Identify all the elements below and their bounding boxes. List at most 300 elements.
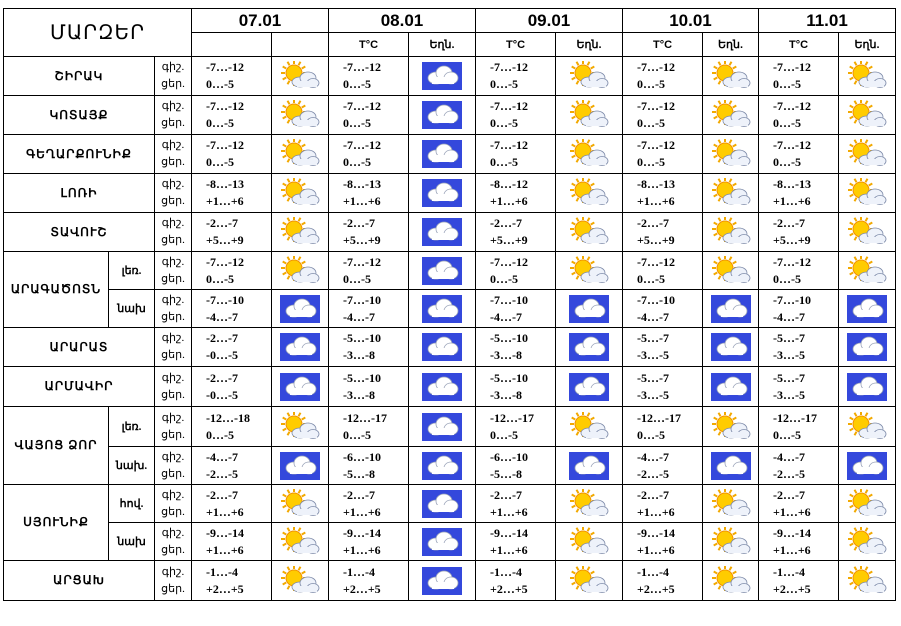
cloud-icon [280,333,320,361]
day-temp: -4…-7 [206,309,238,324]
partly-sunny-icon [569,256,609,286]
cloud-icon [422,373,462,401]
partly-sunny-icon [711,527,751,557]
subregion-name: հով. [109,485,155,523]
table-row [4,57,896,96]
temperature-cell [329,523,409,561]
day-temp: -3…-8 [343,387,375,402]
temperature-cell [476,213,556,252]
night-temp: -7…-12 [773,99,811,113]
cloud-icon [847,452,887,480]
day-temp: 0…-5 [206,155,234,169]
night-temp: -7…-12 [490,138,528,152]
temperature-cell [623,290,703,328]
temperature-cell [623,252,703,290]
weather-cell [556,367,623,407]
partly-sunny-icon [280,178,320,208]
temperature-cell [759,485,839,523]
day-temp: 0…-5 [206,427,234,442]
night-temp: -1…-4 [343,564,375,579]
weather-subheader: Եղն. [839,33,896,57]
day-temp: -4…-7 [343,309,375,324]
weather-cell [839,447,896,485]
partly-sunny-icon [847,100,887,130]
day-temp: 0…-5 [343,427,371,442]
cloud-icon [422,295,462,323]
weather-cell [839,135,896,174]
region-name: ՎԱՅՈՑ ՁՈՐ [4,407,109,485]
partly-sunny-icon [280,412,320,442]
table-row [4,213,896,252]
partly-sunny-icon [847,139,887,169]
temperature-cell [192,447,272,485]
temperature-cell [329,561,409,601]
night-temp: -9…-14 [343,525,381,540]
partly-sunny-icon [847,489,887,519]
night-temp: -12…-18 [206,410,250,425]
night-temp: -12…-17 [773,410,817,425]
day-temp: 0…-5 [773,77,801,91]
day-label: ցեր. [161,388,185,401]
table-row [4,407,896,447]
night-temp: -2…-7 [637,487,669,502]
night-temp: -7…-12 [637,254,675,269]
night-temp: -1…-4 [490,564,522,579]
weather-cell [839,561,896,601]
partly-sunny-icon [711,489,751,519]
temperature-cell [329,57,409,96]
day-temp: -0…-5 [206,348,238,362]
day-temp: +2…+5 [773,581,811,596]
partly-sunny-icon [569,566,609,596]
weather-cell [556,57,623,96]
day-temp: 0…-5 [490,271,518,286]
region-name: ՇԻՐԱԿ [4,57,155,96]
weather-cell [556,135,623,174]
cloud-icon [422,413,462,441]
day-label: ցեր. [161,272,185,285]
day-temp: -5…-8 [490,466,522,481]
day-temp: 0…-5 [773,116,801,130]
night-temp: -12…-17 [637,410,681,425]
table-row [4,135,896,174]
night-temp: -2…-7 [206,370,238,385]
day-temp: 0…-5 [637,155,665,169]
temperature-cell [329,485,409,523]
day-temp: -2…-5 [773,466,805,481]
night-temp: -2…-7 [206,216,238,230]
region-name: ԱՐՑԱԽ [4,561,155,601]
day-temp: -2…-5 [206,466,238,481]
cloud-icon [280,373,320,401]
night-label: գիշ. [161,178,185,190]
time-labels [155,252,192,290]
night-temp: -9…-14 [637,525,675,540]
temperature-cell [329,213,409,252]
day-temp: +2…+5 [343,581,381,596]
temperature-cell [623,57,703,96]
weather-cell [703,523,759,561]
partly-sunny-icon [847,178,887,208]
cloud-icon [422,140,462,168]
night-temp: -2…-7 [490,216,522,230]
night-temp: -7…-12 [343,99,381,113]
cloud-icon [847,373,887,401]
day-temp: -3…-5 [637,387,669,402]
cloud-icon [422,257,462,285]
region-name: ԳԵՂԱՐՔՈՒՆԻՔ [4,135,155,174]
night-temp: -7…-12 [490,254,528,269]
night-temp: -2…-7 [206,487,238,502]
cloud-icon [422,452,462,480]
temperature-cell [623,485,703,523]
partly-sunny-icon [569,217,609,247]
temperature-cell [476,96,556,135]
weather-cell [272,328,329,367]
temp-subheader: T°C [623,33,703,57]
night-temp: -7…-10 [637,292,675,307]
time-labels [155,174,192,213]
night-temp: -5…-10 [490,370,528,385]
day-temp: -3…-5 [773,348,805,362]
day-temp: +1…+6 [490,504,528,519]
time-labels [155,96,192,135]
temperature-cell [192,367,272,407]
day-temp: 0…-5 [206,271,234,286]
night-temp: -2…-7 [343,216,375,230]
temperature-cell [623,561,703,601]
date-header: 11.01 [759,9,896,33]
partly-sunny-icon [280,61,320,91]
night-label: գիշ. [161,100,185,112]
day-label: ցեր. [161,543,185,556]
day-temp: -0…-5 [206,387,238,402]
partly-sunny-icon [569,61,609,91]
weather-cell [703,96,759,135]
temperature-cell [476,174,556,213]
weather-cell [839,57,896,96]
cloud-icon [422,62,462,90]
day-label: ցեր. [161,195,185,207]
night-temp: -2…-7 [637,216,669,230]
day-temp: 0…-5 [343,155,371,169]
temperature-cell [759,252,839,290]
region-name: ԱՐՄԱՎԻՐ [4,367,155,407]
temperature-cell [476,485,556,523]
day-label: ցեր. [161,310,185,323]
partly-sunny-icon [711,139,751,169]
weather-cell [272,174,329,213]
night-label: գիշ. [161,332,185,344]
weather-subheader: Եղն. [556,33,623,57]
table-row [4,252,896,290]
night-label: գիշ. [161,488,185,501]
night-label: գիշ. [161,526,185,539]
region-name: ԱՐԱՐԱՏ [4,328,155,367]
weather-cell [556,561,623,601]
day-label: ցեր. [161,428,185,441]
day-temp: -4…-7 [637,309,669,324]
day-temp: 0…-5 [490,427,518,442]
night-temp: -7…-10 [490,292,528,307]
weather-cell [409,328,476,367]
night-temp: -5…-7 [773,370,805,385]
night-temp: -2…-7 [206,331,238,345]
region-name: ԼՈՌԻ [4,174,155,213]
night-temp: -5…-7 [637,370,669,385]
day-temp: +2…+5 [206,581,244,596]
night-temp: -7…-12 [773,60,811,74]
night-temp: -5…-7 [773,331,805,345]
time-labels [155,485,192,523]
night-temp: -6…-10 [490,449,528,464]
weather-cell [556,252,623,290]
weather-cell [409,57,476,96]
temperature-cell [329,328,409,367]
temperature-cell [329,135,409,174]
day-temp: 0…-5 [637,271,665,286]
subregion-name: լեռ. [109,252,155,290]
weather-cell [703,485,759,523]
weather-cell [703,447,759,485]
day-temp: 0…-5 [343,116,371,130]
partly-sunny-icon [569,100,609,130]
day-temp: -4…-7 [490,309,522,324]
partly-sunny-icon [711,566,751,596]
temperature-cell [476,57,556,96]
temperature-cell [759,561,839,601]
day-temp: 0…-5 [490,116,518,130]
partly-sunny-icon [280,566,320,596]
partly-sunny-icon [847,566,887,596]
partly-sunny-icon [280,100,320,130]
temperature-cell [476,252,556,290]
weather-cell [839,407,896,447]
temperature-cell [329,290,409,328]
cloud-icon [711,333,751,361]
weather-cell [839,290,896,328]
night-temp: -2…-7 [773,216,805,230]
partly-sunny-icon [711,256,751,286]
day-temp: +1…+6 [637,542,675,557]
time-labels [155,367,192,407]
temperature-cell [759,447,839,485]
weather-cell [272,407,329,447]
temperature-cell [623,447,703,485]
night-temp: -7…-12 [773,254,811,269]
partly-sunny-icon [569,527,609,557]
temperature-cell [476,135,556,174]
day-label: ցեր. [161,349,185,361]
weather-cell [703,135,759,174]
partly-sunny-icon [711,61,751,91]
weather-cell [703,328,759,367]
day-temp: 0…-5 [637,77,665,91]
night-label: գիշ. [161,61,185,73]
temperature-cell [329,174,409,213]
day-temp: -3…-8 [490,348,522,362]
day-temp: +1…+6 [343,542,381,557]
cloud-icon [569,333,609,361]
weather-cell [703,174,759,213]
partly-sunny-icon [280,256,320,286]
temperature-cell [476,290,556,328]
day-temp: +5…+9 [343,233,381,247]
day-temp: +1…+6 [637,504,675,519]
temperature-cell [759,57,839,96]
partly-sunny-icon [280,489,320,519]
day-temp: +1…+6 [206,194,244,208]
night-temp: -7…-12 [343,138,381,152]
empty-subheader [272,33,329,57]
partly-sunny-icon [847,256,887,286]
temperature-cell [192,96,272,135]
night-temp: -5…-10 [343,331,381,345]
day-temp: 0…-5 [773,427,801,442]
temperature-cell [329,407,409,447]
temperature-cell [759,174,839,213]
night-temp: -8…-13 [343,177,381,191]
weather-cell [839,96,896,135]
weather-cell [272,290,329,328]
partly-sunny-icon [711,412,751,442]
date-header: 08.01 [329,9,476,33]
partly-sunny-icon [280,527,320,557]
day-label: ցեր. [161,234,185,246]
day-temp: +1…+6 [490,194,528,208]
day-temp: 0…-5 [206,116,234,130]
night-temp: -5…-10 [490,331,528,345]
temperature-cell [192,252,272,290]
temperature-cell [476,523,556,561]
day-temp: +1…+6 [773,542,811,557]
subregion-name: նախ [109,290,155,328]
night-label: գիշ. [161,255,185,268]
cloud-icon [569,452,609,480]
weather-cell [839,174,896,213]
date-header: 09.01 [476,9,623,33]
date-header: 10.01 [623,9,759,33]
region-name: ՏԱՎՈՒՇ [4,213,155,252]
temperature-cell [623,213,703,252]
temperature-cell [192,561,272,601]
table-title: ՄԱՐԶԵՐ [4,9,192,57]
weather-cell [272,135,329,174]
night-temp: -2…-7 [343,487,375,502]
temperature-cell [192,213,272,252]
table-row [4,174,896,213]
region-name: ՍՅՈՒՆԻՔ [4,485,109,561]
weather-cell [272,447,329,485]
weather-cell [409,367,476,407]
time-labels [155,407,192,447]
night-temp: -1…-4 [637,564,669,579]
day-temp: +2…+5 [637,581,675,596]
temperature-cell [623,367,703,407]
night-temp: -7…-12 [343,254,381,269]
temperature-cell [623,328,703,367]
time-labels [155,328,192,367]
weather-cell [703,290,759,328]
forecast-table-wrapper [3,8,896,601]
day-temp: +1…+6 [490,542,528,557]
day-temp: 0…-5 [637,116,665,130]
night-temp: -8…-13 [637,177,675,191]
weather-cell [703,561,759,601]
temp-subheader: T°C [759,33,839,57]
night-temp: -5…-7 [637,331,669,345]
weather-cell [556,213,623,252]
weather-cell [556,447,623,485]
night-temp: -2…-7 [773,487,805,502]
temp-subheader: T°C [476,33,556,57]
night-temp: -7…-10 [773,292,811,307]
day-label: ցեր. [161,156,185,168]
weather-cell [409,561,476,601]
temperature-cell [759,96,839,135]
weather-cell [556,174,623,213]
weather-cell [272,561,329,601]
night-temp: -4…-7 [773,449,805,464]
cloud-icon [569,373,609,401]
region-name: ԿՈՏԱՅՔ [4,96,155,135]
weather-cell [409,290,476,328]
weather-cell [839,252,896,290]
partly-sunny-icon [711,100,751,130]
temperature-cell [759,407,839,447]
partly-sunny-icon [569,178,609,208]
weather-cell [272,213,329,252]
weather-cell [409,407,476,447]
day-label: ցեր. [161,117,185,129]
temperature-cell [476,447,556,485]
weather-cell [272,252,329,290]
temperature-cell [192,407,272,447]
day-temp: 0…-5 [343,77,371,91]
cloud-icon [422,218,462,246]
night-temp: -7…-12 [206,138,244,152]
date-header: 07.01 [192,9,329,33]
temperature-cell [476,407,556,447]
temperature-cell [759,135,839,174]
cloud-icon [422,490,462,518]
cloud-icon [422,528,462,556]
weather-cell [409,96,476,135]
temperature-cell [476,328,556,367]
weather-cell [556,523,623,561]
weather-cell [409,135,476,174]
day-label: ցեր. [161,467,185,480]
weather-cell [703,213,759,252]
partly-sunny-icon [847,61,887,91]
temperature-cell [329,367,409,407]
night-temp: -9…-14 [490,525,528,540]
empty-subheader [192,33,272,57]
day-temp: +1…+6 [206,542,244,557]
day-label: ցեր. [161,582,185,595]
cloud-icon [422,179,462,207]
temperature-cell [192,174,272,213]
weather-cell [409,213,476,252]
weather-cell [839,367,896,407]
weather-cell [839,485,896,523]
day-temp: -4…-7 [773,309,805,324]
time-labels [155,561,192,601]
night-temp: -7…-12 [637,138,675,152]
temperature-cell [329,447,409,485]
night-temp: -7…-12 [206,254,244,269]
night-temp: -8…-13 [773,177,811,191]
